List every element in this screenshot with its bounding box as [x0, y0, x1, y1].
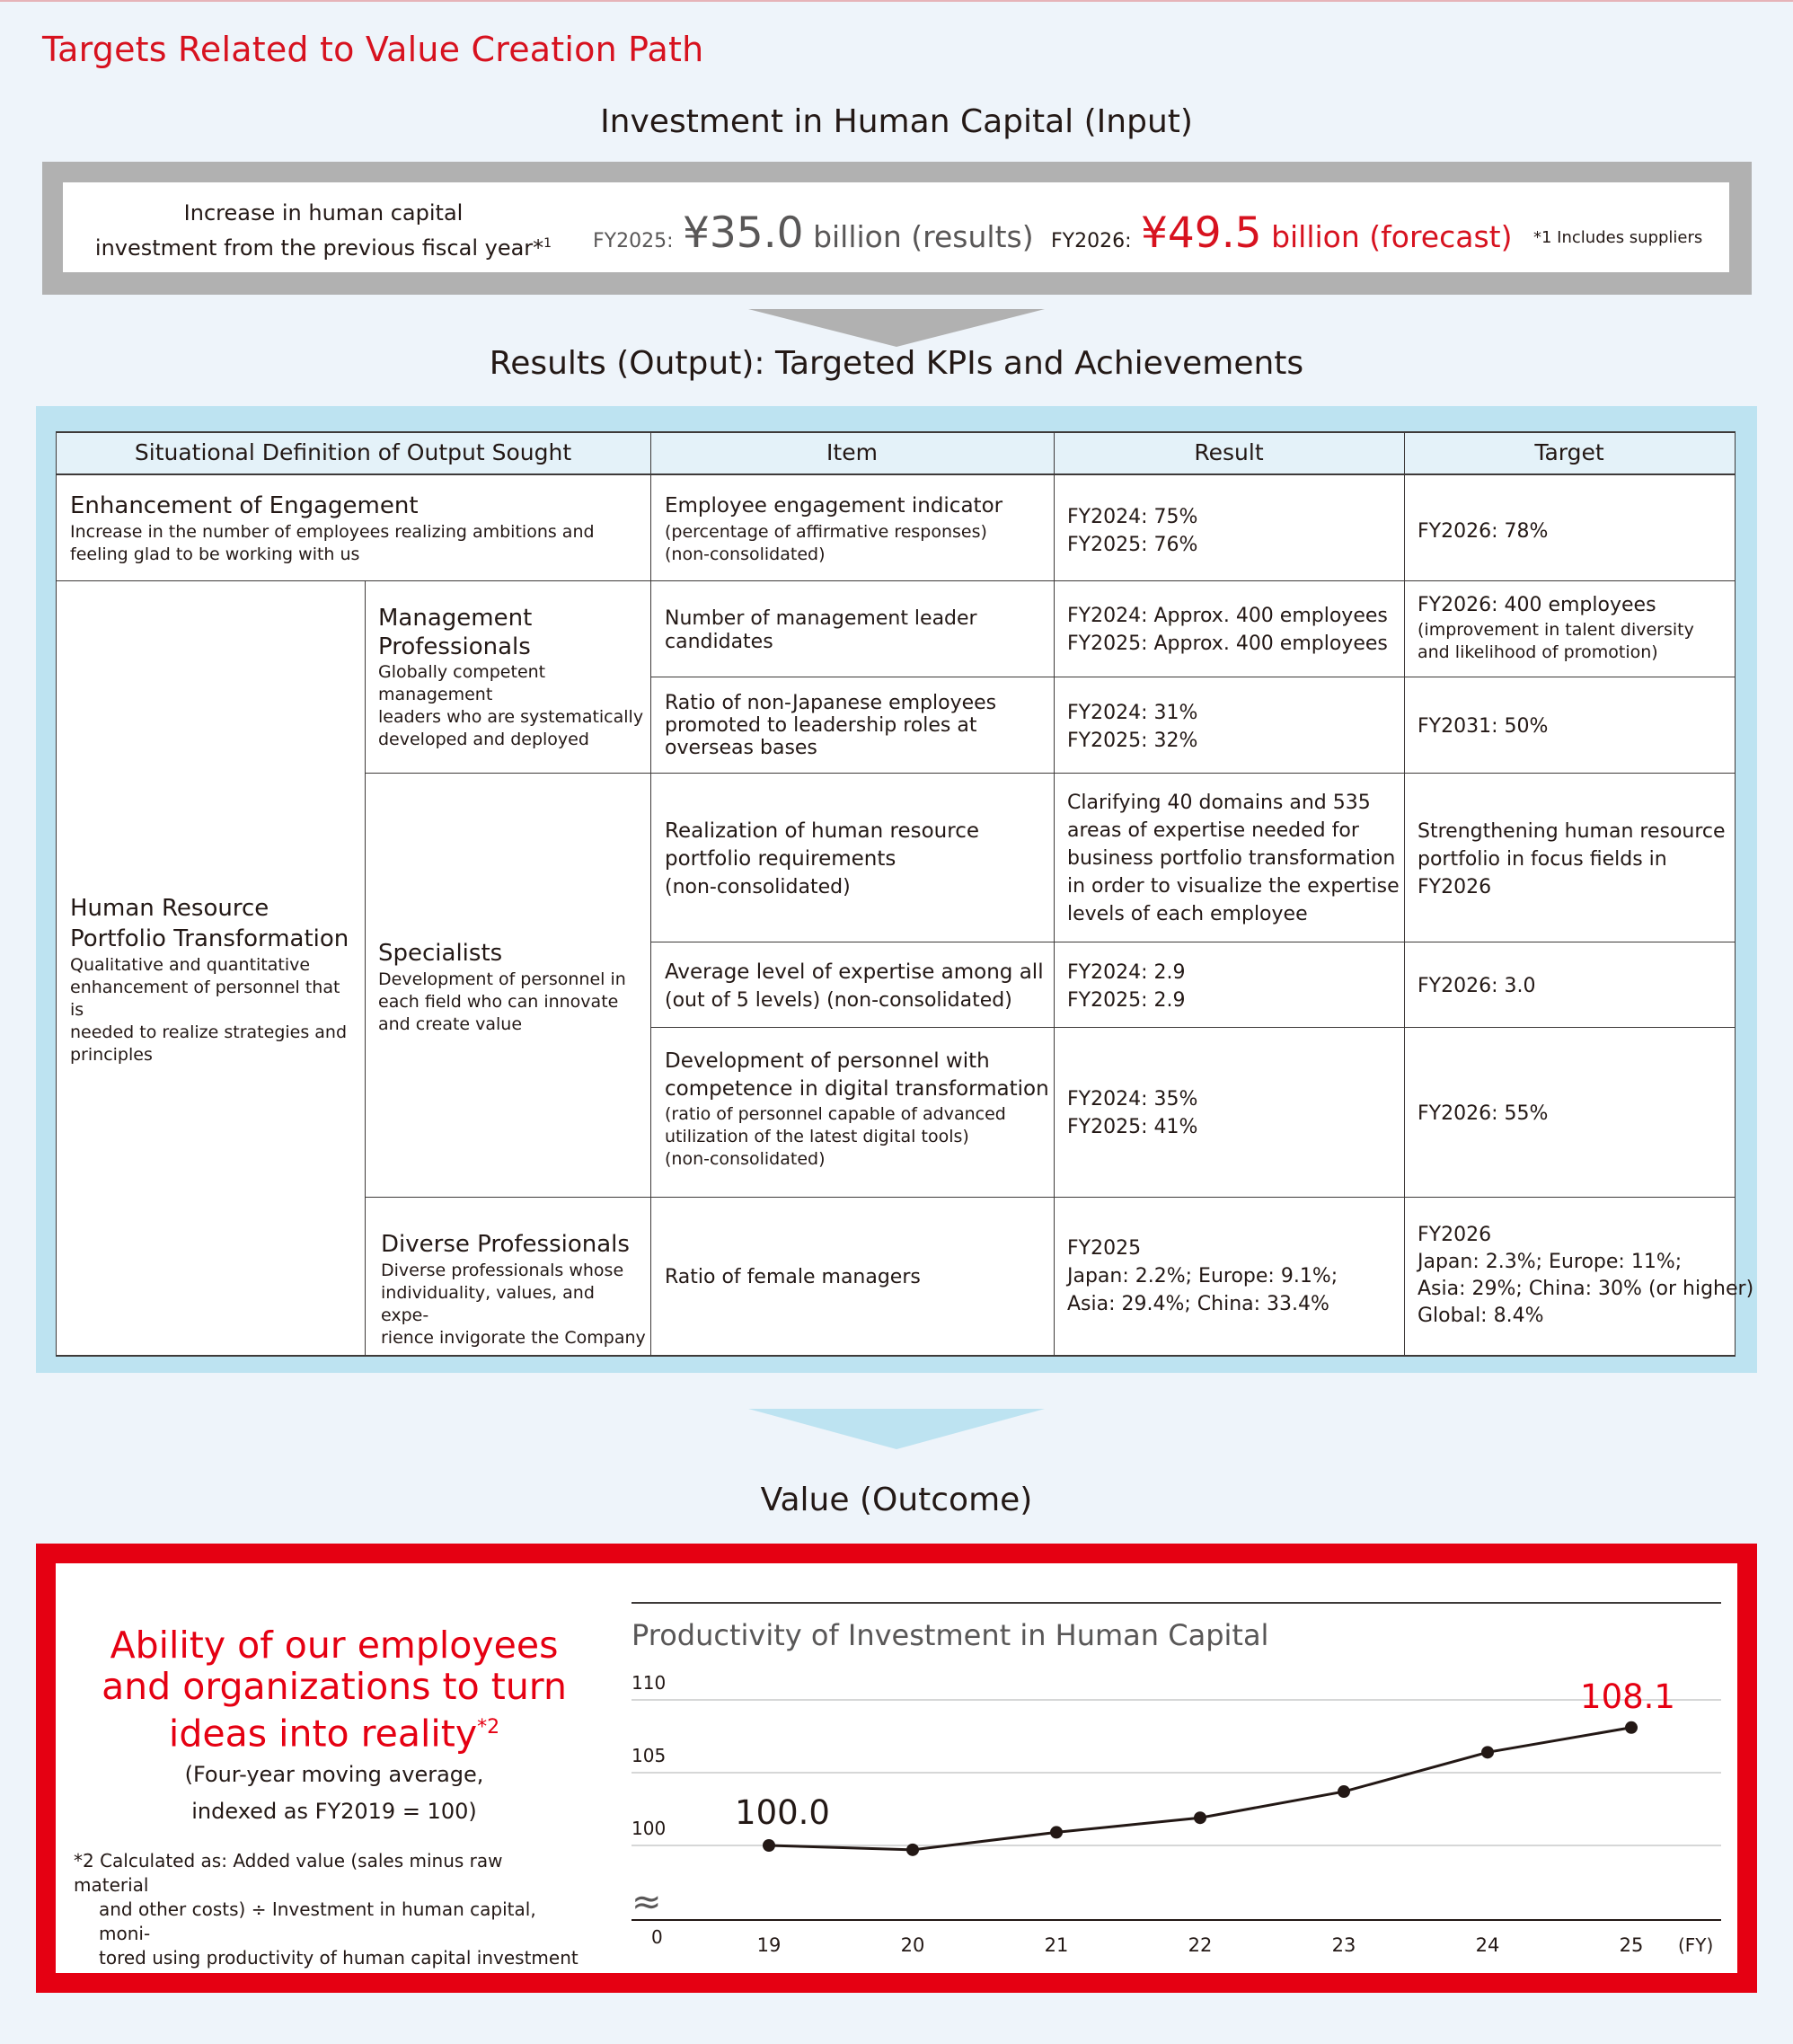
subtitle-line: (Four-year moving average,: [184, 1762, 484, 1787]
label-line1: Increase in human capital: [183, 200, 464, 226]
portfolio-title: Human Resource: [70, 895, 269, 922]
fy2026-label: FY2026:: [1051, 230, 1132, 252]
item-line: promoted to leadership roles at: [665, 714, 977, 737]
portfolio-desc: principles: [70, 1045, 153, 1065]
item-line: overseas bases: [665, 737, 817, 759]
fy2025-label: FY2025:: [593, 230, 674, 252]
result-line: FY2024: 35%: [1067, 1088, 1198, 1110]
management-desc: developed and deployed: [378, 730, 589, 749]
label-sup: 1: [543, 236, 552, 251]
fy2026-suffix: billion (forecast): [1271, 219, 1513, 254]
x-tick-label: 21: [1044, 1934, 1069, 1956]
diverse-desc: rience invigorate the Company: [381, 1328, 646, 1348]
result-line: in order to visualize the expertise: [1067, 875, 1400, 898]
footnote-line: and other costs) ÷ Investment in human capital, moni-: [99, 1898, 536, 1944]
chart-points: [763, 1721, 1638, 1856]
engagement-title: Enhancement of Engagement: [70, 492, 419, 519]
portfolio-desc: needed to realize strategies and: [70, 1022, 348, 1042]
y-tick-label: 110: [632, 1672, 667, 1694]
col-header-result: Result: [1194, 439, 1264, 465]
item-line: candidates: [665, 631, 773, 653]
subtitle-line: indexed as FY2019 = 100): [191, 1799, 477, 1824]
x-tick-label: 19: [756, 1934, 782, 1956]
result-line: FY2025: 32%: [1067, 730, 1198, 752]
data-point: [906, 1844, 919, 1856]
diverse-desc: Diverse professionals whose: [381, 1261, 624, 1280]
y-tick-label: 105: [632, 1745, 667, 1766]
result-line: FY2025: 41%: [1067, 1116, 1198, 1138]
chart-title: Productivity of Investment in Human Capital: [632, 1618, 1269, 1652]
item-line: Realization of human resource: [665, 819, 980, 843]
footnote-suppliers: *1 Includes suppliers: [1533, 228, 1703, 247]
dx-personnel-target: FY2026: 55%: [1418, 1102, 1549, 1125]
target-line: Japan: 2.3%; Europe: 11%;: [1418, 1251, 1683, 1273]
result-line: levels of each employee: [1067, 903, 1308, 925]
label-line2: investment from the previous fiscal year*: [94, 235, 544, 261]
item-sub: (percentage of affirmative responses): [665, 522, 987, 542]
item-line: utilization of the latest digital tools): [665, 1127, 969, 1146]
result-line: FY2024: 2.9: [1067, 961, 1186, 984]
result-line: FY2024: Approx. 400 employees: [1067, 605, 1388, 627]
input-heading: Investment in Human Capital (Input): [600, 103, 1193, 140]
specialists-desc: and create value: [378, 1014, 523, 1034]
item-line: (out of 5 levels) (non-consolidated): [665, 989, 1012, 1012]
fy2026-value: ¥49.5: [1141, 208, 1262, 258]
target-line: portfolio in focus fields in: [1418, 848, 1667, 871]
output-heading: Results (Output): Targeted KPIs and Achievements: [489, 345, 1304, 382]
target-line: Global: 8.4%: [1418, 1305, 1544, 1327]
data-point: [1481, 1746, 1494, 1758]
fy2025-suffix: billion (results): [813, 219, 1034, 254]
target-line: FY2026: [1418, 1224, 1492, 1246]
portfolio-title: Portfolio Transformation: [70, 925, 349, 952]
portfolio-desc: enhancement of personnel that is: [70, 978, 340, 1020]
end-value-label: 108.1: [1580, 1677, 1675, 1716]
item-title: Employee engagement indicator: [665, 494, 1003, 518]
item-line: (non-consolidated): [665, 1149, 826, 1169]
data-point: [1194, 1811, 1206, 1824]
data-point: [1050, 1826, 1063, 1838]
item-line: (ratio of personnel capable of advanced: [665, 1104, 1006, 1124]
item-line: competence in digital transformation: [665, 1077, 1049, 1101]
engagement-desc: feeling glad to be working with us: [70, 544, 360, 564]
x-tick-label: 25: [1619, 1934, 1644, 1956]
col-header-item: Item: [826, 439, 878, 465]
ability-sup: *2: [477, 1716, 500, 1739]
engagement-target: FY2026: 78%: [1418, 520, 1549, 543]
page-title: Targets Related to Value Creation Path: [42, 30, 704, 69]
ability-line: Ability of our employees: [110, 1624, 559, 1667]
target-line: FY2026: 400 employees: [1418, 594, 1656, 616]
portfolio-desc: Qualitative and quantitative: [70, 955, 311, 975]
footnote-line: tored using productivity of human capital investment: [99, 1947, 579, 1969]
result-line: Japan: 2.2%; Europe: 9.1%;: [1067, 1265, 1338, 1287]
item-line: Ratio of non-Japanese employees: [665, 692, 997, 714]
diverse-title: Diverse Professionals: [381, 1231, 630, 1258]
result-line: FY2025: 76%: [1067, 534, 1198, 556]
result-line: FY2024: 75%: [1067, 506, 1198, 528]
x-tick-label: 24: [1475, 1934, 1500, 1956]
specialists-desc: Development of personnel in: [378, 969, 626, 989]
footnote-line: *2 Calculated as: Added value (sales minus raw material: [74, 1850, 503, 1896]
data-point: [1625, 1721, 1638, 1734]
diverse-desc: individuality, values, and expe-: [381, 1283, 595, 1325]
target-line: (improvement in talent diversity: [1418, 620, 1694, 640]
female-managers-item: Ratio of female managers: [665, 1266, 921, 1288]
start-value-label: 100.0: [735, 1793, 830, 1832]
col-header-definition: Situational Definition of Output Sought: [134, 439, 572, 465]
result-line: FY2025: [1067, 1237, 1142, 1260]
expertise-level-target: FY2026: 3.0: [1418, 975, 1536, 997]
non-japanese-target: FY2031: 50%: [1418, 715, 1549, 738]
specialists-title: Specialists: [378, 940, 503, 967]
ability-line: and organizations to turn: [102, 1665, 567, 1708]
y-tick-label: 100: [632, 1818, 667, 1839]
item-line: Number of management leader: [665, 607, 977, 630]
management-desc: Globally competent: [378, 662, 546, 682]
x-tick-label: 22: [1188, 1934, 1213, 1956]
chart-x-ticks: [757, 1934, 1644, 1956]
result-line: FY2024: 31%: [1067, 702, 1198, 724]
management-desc: management: [378, 685, 493, 704]
result-line: FY2025: 2.9: [1067, 989, 1186, 1012]
target-line: Strengthening human resource: [1418, 820, 1726, 843]
management-title: Professionals: [378, 633, 531, 660]
col-header-target: Target: [1534, 439, 1604, 465]
x-tick-label: 20: [900, 1934, 925, 1956]
engagement-desc: Increase in the number of employees realizing ambitions and: [70, 522, 595, 542]
target-line: FY2026: [1418, 876, 1492, 898]
management-desc: leaders who are systematically: [378, 707, 644, 727]
result-line: areas of expertise needed for: [1067, 819, 1359, 842]
x-tick-label: 23: [1331, 1934, 1356, 1956]
result-line: business portfolio transformation: [1067, 847, 1396, 870]
target-line: and likelihood of promotion): [1418, 642, 1658, 662]
data-point: [763, 1839, 775, 1852]
item-line: Average level of expertise among all: [665, 960, 1044, 984]
fy2025-value: ¥35.0: [683, 208, 804, 258]
ability-line: ideas into reality: [168, 1712, 478, 1756]
item-line: portfolio requirements: [665, 847, 896, 871]
item-sub: (non-consolidated): [665, 544, 826, 564]
axis-break-icon: ≈: [632, 1881, 662, 1923]
result-line: Clarifying 40 domains and 535: [1067, 792, 1371, 814]
result-line: FY2025: Approx. 400 employees: [1067, 633, 1388, 655]
result-line: Asia: 29.4%; China: 33.4%: [1067, 1293, 1329, 1315]
management-title: Management: [378, 605, 533, 632]
y-tick-label: 0: [651, 1926, 663, 1948]
target-line: Asia: 29%; China: 30% (or higher): [1418, 1278, 1754, 1300]
item-line: (non-consolidated): [665, 876, 851, 898]
item-line: Development of personnel with: [665, 1049, 990, 1073]
chart-x-label: (FY): [1678, 1934, 1714, 1956]
outcome-heading: Value (Outcome): [760, 1482, 1033, 1518]
data-point: [1338, 1785, 1350, 1798]
series-line: [769, 1728, 1631, 1850]
specialists-desc: each field who can innovate: [378, 992, 619, 1012]
